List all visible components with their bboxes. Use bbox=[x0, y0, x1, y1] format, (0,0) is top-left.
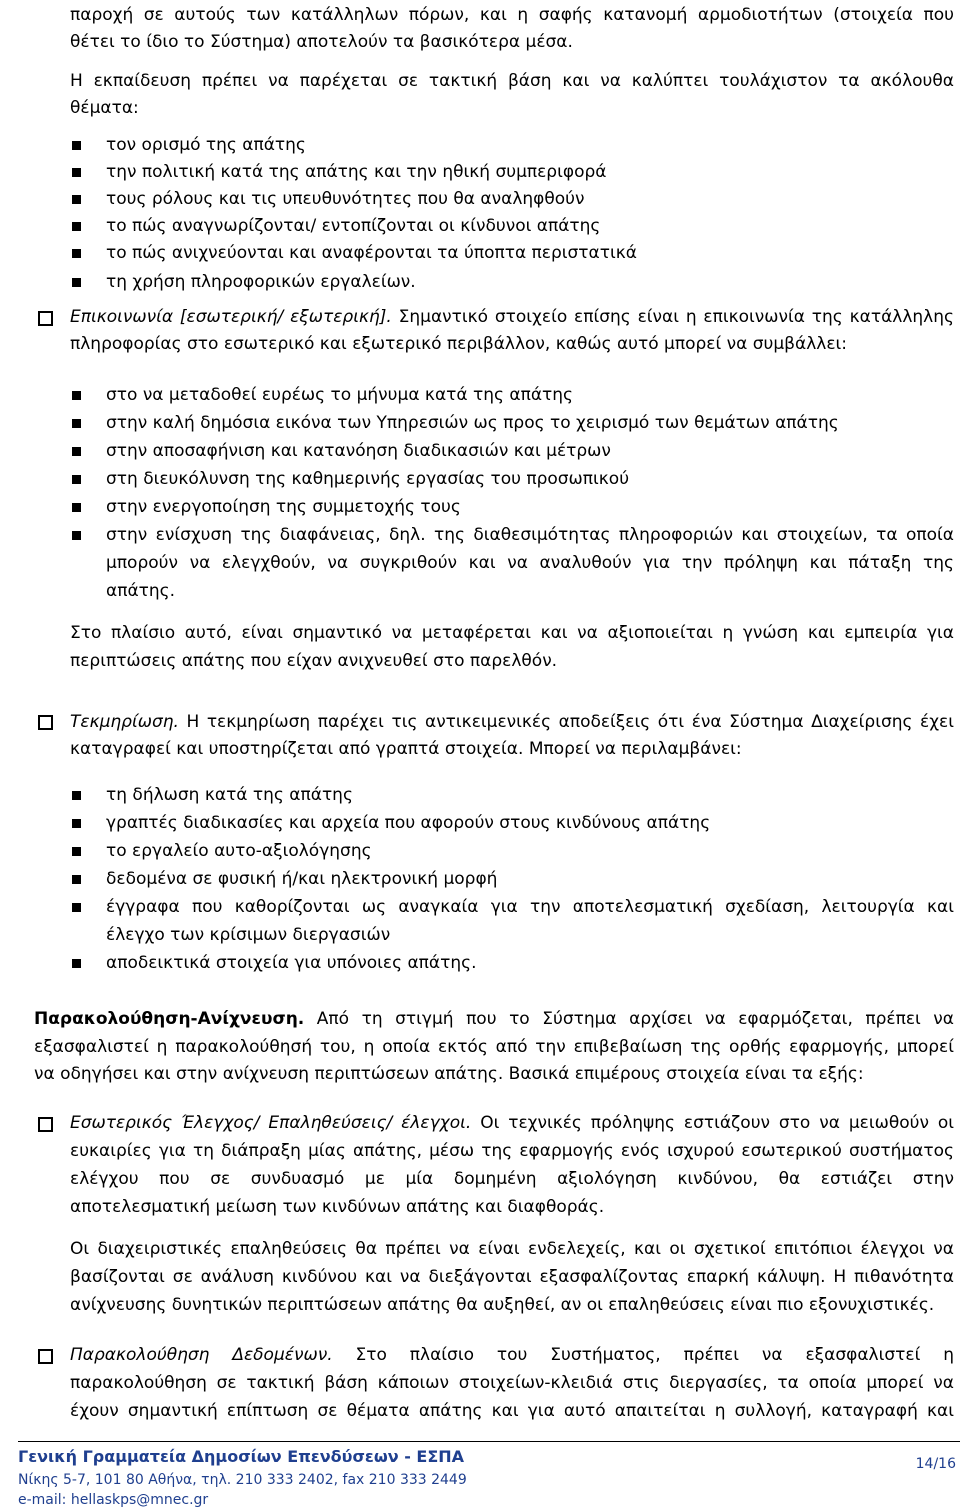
paragraph-text: Η τεκμηρίωση παρέχει τις αντικειμενικές αποδείξεις ότι ένα Σύστημα Διαχείρισης έχει bbox=[186, 712, 954, 732]
list-item: αποδεικτικά στοιχεία για υπόνοιες απάτης. bbox=[106, 953, 477, 973]
list-item-continued: έλεγχο των κρίσιμων διεργασιών bbox=[106, 925, 391, 945]
square-bullet-icon bbox=[72, 875, 81, 884]
square-bullet-icon bbox=[72, 791, 81, 800]
paragraph-line: παρακολούθηση σε τακτική βάση κάποιων στοιχείων-κλειδιά στις διεργασίες, τα οποία μπορεί να bbox=[70, 1373, 954, 1393]
square-bullet-icon bbox=[72, 278, 81, 287]
square-bullet-icon bbox=[72, 249, 81, 258]
paragraph-text: Σημαντικό στοιχείο επίσης είναι η επικοινωνία της κατάλληλης bbox=[398, 307, 954, 327]
paragraph-text: Στο πλαίσιο του Συστήματος, πρέπει να εξασφαλιστεί η bbox=[355, 1345, 954, 1365]
section-heading-monitoring: Παρακολούθηση-Ανίχνευση. bbox=[34, 1009, 305, 1029]
square-bullet-icon bbox=[72, 475, 81, 484]
paragraph-line: βασίζονται σε ανάλυση κινδύνου και να διεξάγονται εξασφαλίζοντας επαρκή κάλυψη. Η πιθανότητα bbox=[70, 1267, 954, 1287]
paragraph-line bbox=[70, 1112, 954, 1134]
paragraph-line: παροχή σε αυτούς των κατάλληλων πόρων, και η σαφής κατανομή αρμοδιοτήτων (στοιχεία που bbox=[70, 5, 954, 25]
paragraph-line: έχουν σημαντική επίπτωση σε θέματα απάτης και για αυτό απαιτείται η συλλογή, καταγραφή και bbox=[70, 1401, 954, 1421]
list-item: την πολιτική κατά της απάτης και την ηθική συμπεριφορά bbox=[106, 162, 607, 182]
paragraph-line: ευκαιρίες για τη διάπραξη μίας απάτης, μέσω της εφαρμογής ενός ισχυρού εσωτερικού συστήματος bbox=[70, 1141, 954, 1161]
paragraph-line: Οι διαχειριστικές επαληθεύσεις θα πρέπει να είναι ενδελεχείς, και οι σχετικοί επιτόπιοι έλεγχοι να bbox=[70, 1239, 954, 1259]
paragraph-line: καταγραφεί και υποστηρίζεται από γραπτά στοιχεία. Μπορεί να περιλαμβάνει: bbox=[70, 739, 742, 759]
square-bullet-icon bbox=[72, 959, 81, 968]
square-bullet-icon bbox=[72, 847, 81, 856]
square-bullet-icon bbox=[72, 819, 81, 828]
footer-address: Νίκης 5-7, 101 80 Αθήνα, τηλ. 210 333 2402, fax 210 333 2449 bbox=[18, 1472, 467, 1488]
checkbox-bullet-icon bbox=[38, 1117, 53, 1132]
paragraph-line: Στο πλαίσιο αυτό, είναι σημαντικό να μεταφέρεται και να αξιοποιείται η γνώση και εμπειρία για bbox=[70, 623, 954, 643]
square-bullet-icon bbox=[72, 141, 81, 150]
list-item: στη διευκόλυνση της καθημερινής εργασίας του προσωπικού bbox=[106, 469, 630, 489]
square-bullet-icon bbox=[72, 903, 81, 912]
list-item: έγγραφα που καθορίζονται ως αναγκαία για την αποτελεσματική σχεδίαση, λειτουργία και bbox=[106, 897, 954, 917]
list-item: στην ενεργοποίηση της συμμετοχής τους bbox=[106, 497, 461, 517]
paragraph-line bbox=[70, 1344, 954, 1366]
square-bullet-icon bbox=[72, 531, 81, 540]
paragraph-line: θέματα: bbox=[70, 98, 139, 118]
checkbox-bullet-icon bbox=[38, 1349, 53, 1364]
square-bullet-icon bbox=[72, 391, 81, 400]
list-item: τη χρήση πληροφορικών εργαλείων. bbox=[106, 272, 416, 292]
footer-email: e-mail: hellaskps@mnec.gr bbox=[18, 1492, 209, 1508]
square-bullet-icon bbox=[72, 503, 81, 512]
list-item-continued: μπορούν να ελεγχθούν, να συγκριθούν και να αναλυθούν για την πρόληψη και πάταξη της bbox=[106, 553, 954, 573]
paragraph-line: πληροφορίας στο εσωτερικό και εξωτερικό περιβάλλον, καθώς αυτό μπορεί να συμβάλλει: bbox=[70, 334, 848, 354]
paragraph-line: αποτελεσματική μείωση των κινδύνων απάτης και διαφθοράς. bbox=[70, 1197, 605, 1217]
checkbox-bullet-icon bbox=[38, 715, 53, 730]
square-bullet-icon bbox=[72, 168, 81, 177]
paragraph-line: ανίχνευσης δυνητικών περιπτώσεων απάτης θα αυξηθεί, αν οι επαληθεύσεις είναι πιο εξονυχιστικές. bbox=[70, 1295, 935, 1315]
square-bullet-icon bbox=[72, 419, 81, 428]
paragraph-line: να οδηγήσει και στην ανίχνευση περιπτώσεων απάτης. Βασικά επιμέρους στοιχεία είναι τα εξής: bbox=[34, 1064, 864, 1084]
footer-organization: Γενική Γραμματεία Δημοσίων Επενδύσεων - ΕΣΠΑ bbox=[18, 1447, 465, 1466]
paragraph-line: ελέγχου που σε συνδυασμό με μία δομημένη αξιολόγηση κινδύνου, θα εστιάζει στην bbox=[70, 1169, 954, 1189]
square-bullet-icon bbox=[72, 447, 81, 456]
paragraph-line: περιπτώσεις απάτης που είχαν ανιχνευθεί στο παρελθόν. bbox=[70, 651, 558, 671]
list-item: στην καλή δημόσια εικόνα των Υπηρεσιών ως προς το χειρισμό των θεμάτων απάτης bbox=[106, 413, 839, 433]
square-bullet-icon bbox=[72, 195, 81, 204]
section-heading-documentation: Τεκμηρίωση. bbox=[70, 712, 179, 732]
paragraph-line bbox=[70, 711, 954, 733]
list-item: γραπτές διαδικασίες και αρχεία που αφορούν στους κινδύνους απάτης bbox=[106, 813, 711, 833]
paragraph-line: θέτει το ίδιο το Σύστημα) αποτελούν τα βασικότερα μέσα. bbox=[70, 32, 573, 52]
list-item: το πώς ανιχνεύονται και αναφέρονται τα ύποπτα περιστατικά bbox=[106, 243, 637, 263]
footer-divider bbox=[18, 1441, 960, 1442]
square-bullet-icon bbox=[72, 222, 81, 231]
section-heading-internal-control: Εσωτερικός Έλεγχος/ Επαληθεύσεις/ έλεγχοι. bbox=[70, 1113, 472, 1133]
paragraph-line: εξασφαλιστεί η παρακολούθησή του, η οποία εκτός από την επιβεβαίωση της ορθής εφαρμογής, μπορεί bbox=[34, 1037, 954, 1057]
list-item: στο να μεταδοθεί ευρέως το μήνυμα κατά της απάτης bbox=[106, 385, 574, 405]
paragraph-text: Από τη στιγμή που το Σύστημα αρχίσει να εφαρμόζεται, πρέπει να bbox=[316, 1009, 954, 1029]
list-item: τη δήλωση κατά της απάτης bbox=[106, 785, 353, 805]
checkbox-bullet-icon bbox=[38, 311, 53, 326]
section-heading-data-monitoring: Παρακολούθηση Δεδομένων. bbox=[70, 1345, 333, 1365]
list-item: στην ενίσχυση της διαφάνειας, δηλ. της διαθεσιμότητας πληροφοριών και στοιχείων, τα οποία bbox=[106, 525, 954, 545]
paragraph-text: Οι τεχνικές πρόληψης εστιάζουν στο να μειωθούν οι bbox=[480, 1113, 954, 1133]
list-item-continued: απάτης. bbox=[106, 581, 176, 601]
list-item: τον ορισμό της απάτης bbox=[106, 135, 306, 155]
paragraph-line bbox=[70, 306, 954, 328]
section-heading-communication: Επικοινωνία [εσωτερική/ εξωτερική]. bbox=[70, 307, 392, 327]
list-item: το εργαλείο αυτο-αξιολόγησης bbox=[106, 841, 372, 861]
paragraph-line bbox=[34, 1008, 954, 1030]
page-number: 14/16 bbox=[915, 1456, 956, 1472]
paragraph-line: Η εκπαίδευση πρέπει να παρέχεται σε τακτική βάση και να καλύπτει τουλάχιστον τα ακόλουθα bbox=[70, 71, 954, 91]
list-item: τους ρόλους και τις υπευθυνότητες που θα αναληφθούν bbox=[106, 189, 585, 209]
list-item: το πώς αναγνωρίζονται/ εντοπίζονται οι κίνδυνοι απάτης bbox=[106, 216, 601, 236]
list-item: δεδομένα σε φυσική ή/και ηλεκτρονική μορφή bbox=[106, 869, 498, 889]
list-item: στην αποσαφήνιση και κατανόηση διαδικασιών και μέτρων bbox=[106, 441, 611, 461]
